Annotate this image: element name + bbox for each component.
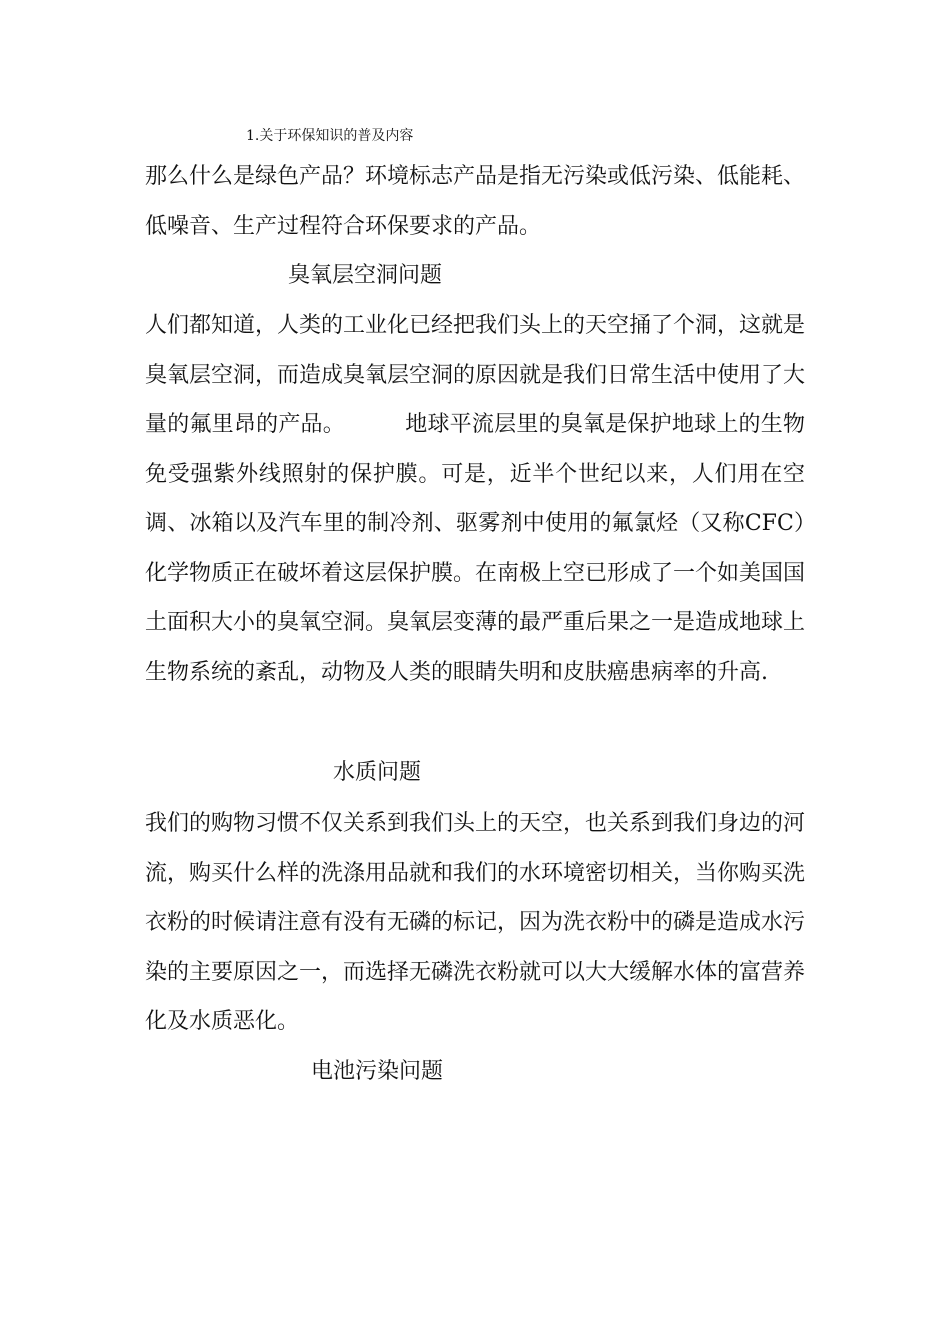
document-header: 1.关于环保知识的普及内容 (246, 128, 414, 144)
water-paragraph: 我们的购物习惯不仅关系到我们头上的天空，也关系到我们身边的河流，购买什么样的洗涤用品就和我们的水环境密切相关，当你购买洗衣粉的时候请注意有没有无磷的标记，因为洗衣粉中的磷是造成水污染的主要原因之一，而选择无磷洗衣粉就可以大大缓解水体的富营养化及水质恶化。 (145, 811, 806, 1034)
ozone-paragraph-part2: 地球平流层里的臭氧是保护地球上的生物免受强紫外线照射的保护膜。可是，近半个世纪以来，人们用在空调、冰箱以及汽车里的制冷剂、驱雾剂中使用的氟氯烃（又称CFC）化学物质正在破坏着这层保护膜。在南极上空已形成了一个如美国国土面积大小的臭氧空洞。臭氧层变薄的最严重后果之一是造成地球上生物系统的紊乱，动物及人类的眼睛失明和皮肤癌患病率的升高. (145, 412, 806, 685)
ozone-paragraph (145, 301, 805, 697)
heading-water-quality: 水质问题 (333, 760, 422, 785)
ozone-paragraph-part1: 人们都知道，人类的工业化已经把我们头上的天空捅了个洞，这就是臭氧层空洞，而造成臭氧层空洞的原因就是我们日常生活中使用了大量的氟里昂的产品。 (145, 313, 806, 437)
heading-ozone-hole: 臭氧层空洞问题 (288, 263, 443, 288)
heading-battery-pollution: 电池污染问题 (311, 1059, 444, 1084)
intro-paragraph: 那么什么是绿色产品？环境标志产品是指无污染或低污染、低能耗、低噪音、生产过程符合环保要求的产品。 (145, 164, 806, 239)
